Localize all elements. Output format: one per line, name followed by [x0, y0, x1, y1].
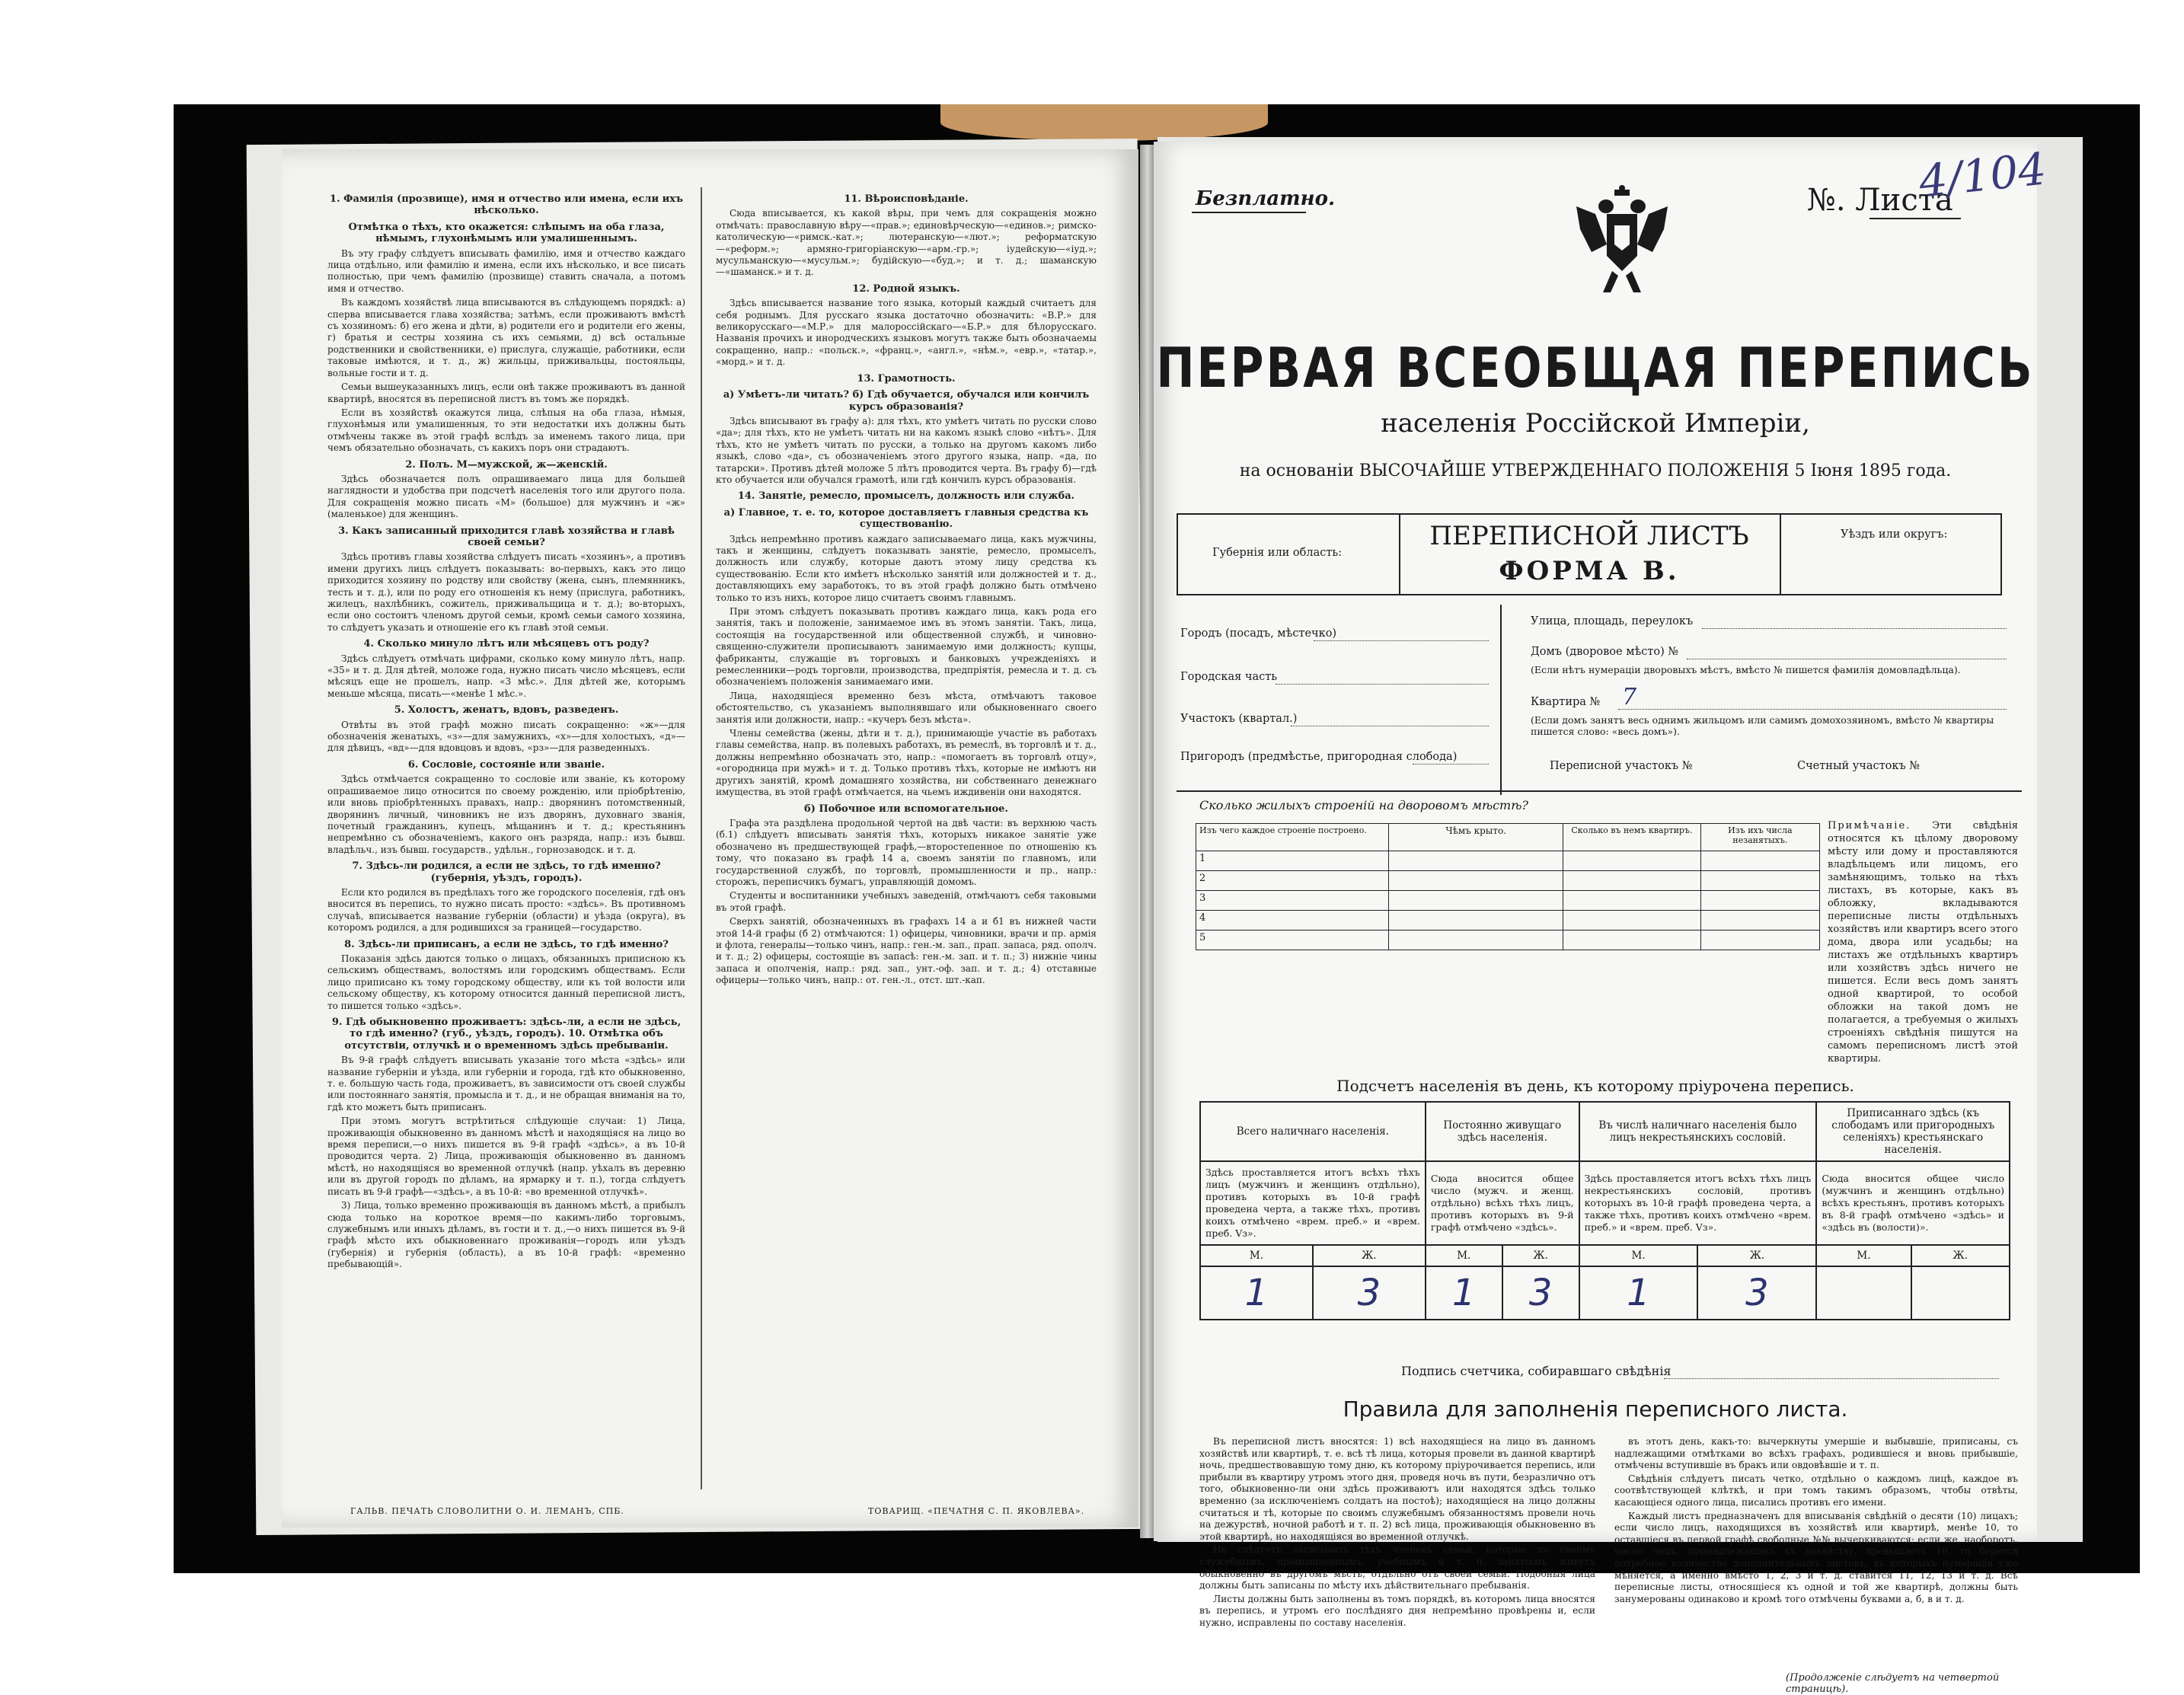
paragraph: При этомъ слѣдуетъ показывать противъ каждаго лица, какъ рода его занятія, такъ и положеніе, занимаемое имъ въ этомъ занятіи. Такъ, лица, состоящія на государственной или общественной службѣ, и чиновно-священно-служители прописываютъ занимаемую ими должность; купцы, фабриканты, служащіе въ торговыхъ и банковыхъ учрежденіяхъ и ремесленники—родъ торговли, производства, предпріятія, ремесла и т. д. съ обозначеніемъ положенія занимаемаго ими.	[716, 606, 1097, 688]
right-page-census-form	[1154, 142, 2049, 1695]
section-heading: 5. Холостъ, женатъ, вдовъ, разведенъ.	[394, 704, 619, 717]
podschet-head-crest: Приписаннаго здѣсь (къ слободамъ или пригородныхъ селеніяхъ) крестьянскаго населенія.	[1816, 1102, 2010, 1161]
mf-label: М.	[1200, 1245, 1313, 1266]
mf-label: Ж.	[1313, 1245, 1426, 1266]
rules-column-2	[1614, 1436, 2018, 1607]
paragraph: Графа эта раздѣлена продольной чертой на двѣ части: въ верхнюю часть (б.1) слѣдуетъ вписывать занятія тѣхъ, которыхъ никакое занятіе уже обозначено въ предшествующей графѣ,—второстепенное по отношенію къ тому, что показано въ графѣ 14 а, своемъ занятіи по главномъ, или государственной службѣ, по торговлѣ, промышленности и пр., напр.: сторожъ, переписчикъ бумагъ, управляющій домомъ.	[716, 817, 1097, 887]
podschet-table	[1199, 1101, 2010, 1320]
stroeniya-note	[1828, 819, 2018, 1065]
paragraph: Здѣсь отмѣчается сокращенно то сословіе или званіе, къ которому опрашиваемое лицо относится по своему рожденію, или пріобрѣтенію, или вновь пріобрѣтенныхъ правахъ, напр.: дворянинъ потомственный, дворянинъ личный, чиновникъ не изъ дворянъ, духовнаго званія, почетный гражданинъ, купецъ, мѣщанинъ и т. д.; крестьянинъ непремѣнно съ обозначеніемъ, какого онъ разряда, напр.: изъ бывш. владѣльч., изъ бывш. государств., удѣльн., горнозаводск. и т. д.	[327, 774, 685, 855]
free-underline	[1192, 212, 1306, 213]
paragraph: Здѣсь противъ главы хозяйства слѣдуетъ писать «хозяинъ», а противъ имени другихъ лицъ слѣдуетъ показывать: во-первыхъ, какъ это лицо приходится хозяину по родству или свойству (жена, сынъ, племянникъ, тесть и т. д.), или по роду его отношенія къ нему (прислуга, работникъ, жилецъ, нахлѣбникъ, сожитель, приживальщица и т. д.); во-вторыхъ, если оно состоитъ членомъ другой семьи, кромѣ семьи самого хозяина, то слѣдуетъ указать и отношеніе его къ главѣ этой семьи.	[327, 551, 685, 633]
stroeniya-row-num: 1	[1196, 851, 1389, 871]
census-subtitle: населенія Россійской Имперіи,	[1381, 408, 1810, 439]
paragraph: Сюда вписывается, къ какой вѣры, при чемъ для сокращенія можно отмѣчать: православную вѣру—«прав.»; единовѣрческую—«единов.»; римско-католическую—«римск.-кат.»; лютеранскую—«лют.»; реформатскую—«реформ.»; армяно-григоріанскую—«арм.-гр.»; іудейскую—«іуд.»; мусульманскую—«мусульм.»; будійскую—«буд.»; и т. д.; шаманскую—«шаманск.» и т. д.	[716, 208, 1097, 278]
section-heading: 8. Здѣсь-ли приписанъ, а если не здѣсь, то гдѣ именно?	[344, 938, 669, 950]
section-heading: б) Побочное или вспомогательное.	[804, 803, 1008, 815]
paragraph: Отвѣты въ этой графѣ можно писать сокращенно: «ж»—для обозначенія женатыхъ, «з»—для замужнихъ, «х»—для холостыхъ, «д»—для дѣвицъ, «вд»—для вдовцовъ и вдовъ, «рз»—для разведенныхъ.	[327, 719, 685, 754]
rules-paragraph: Листы должны быть заполнены въ томъ порядкѣ, въ которомъ лица вносятся въ перепись, и утромъ его послѣдняго дня непремѣнно провѣрены и, если нужно, исправлены по составу населенія.	[1199, 1593, 1595, 1628]
note-label: Примѣчаніе.	[1828, 820, 1911, 832]
section-heading: Отмѣтка о тѣхъ, кто окажется: слѣпымъ на оба глаза, нѣмымъ, глухонѣмымъ или умалишеннымъ.	[348, 221, 665, 245]
paragraph: Въ 9-й графѣ слѣдуетъ вписывать указаніе того мѣста «здѣсь» или название губерніи и уѣзда, или губерніи и города, гдѣ кто обыкновенно, т. е. большую часть года, проживаетъ, въ зависимости отъ своей службы или постояннаго занятія, промысла и т. д., и не обращая вниманія на то, гдѣ кто можетъ быть приписанъ.	[327, 1055, 685, 1112]
section-heading: 13. Грамотность.	[857, 372, 956, 385]
podschet-desc: Здѣсь проставляется итогъ всѣхъ тѣхъ лицъ (мужчинъ и женщинъ отдѣльно), противъ которыхъ въ 10-й графѣ проведена черта, а также тѣхъ, противъ коихъ отмѣчено «врем. преб.» и «врем. преб. Vз».	[1200, 1161, 1426, 1245]
count-value: 1	[1200, 1266, 1313, 1320]
section-heading: 9. Гдѣ обыкновенно проживаетъ: здѣсь-ли, а если не здѣсь, то гдѣ именно? (губ., уѣздъ, городъ). 10. Отмѣтка объ отсутствіи, отлучкѣ и о временномъ здѣсь пребываніи.	[331, 1017, 682, 1052]
stroeniya-row-num: 3	[1196, 891, 1389, 911]
mf-label: М.	[1816, 1245, 1911, 1266]
paragraph: Если въ хозяйствѣ окажутся лица, слѣпыя на оба глаза, нѣмыя, глухонѣмыя или умалишенныя, то эти недостатки ихъ должны быть отмѣчены также въ этой графѣ вслѣдъ за именемъ такого лица, при чемъ обязательно обозначать, съ какихъ поръ они страдаютъ.	[327, 407, 685, 454]
mf-label: Ж.	[1911, 1245, 2010, 1266]
rules-paragraph: въ этотъ день, какъ-то: вычеркнуты умершіе и выбывшіе, приписаны, съ надлежащими отмѣтками во всѣхъ графахъ, родившіеся и вновь прибывшіе, отмѣчены вступившіе въ бракъ или овдовѣвшіе и т. п.	[1614, 1436, 2018, 1471]
podschet-head-noncrest: Въ числѣ наличнаго населенія было лицъ некрестьянскихъ сословій.	[1579, 1102, 1817, 1161]
continued-note: (Продолженіе слѣдуетъ на четвертой страницѣ).	[1786, 1672, 2000, 1695]
podschet-desc: Сюда вносится общее число (мужч. и женщ. отдѣльно) всѣхъ тѣхъ лицъ, противъ которыхъ въ 9-й графѣ отмѣчено «здѣсь».	[1426, 1161, 1579, 1245]
census-title: ПЕРВАЯ ВСЕОБЩАЯ ПЕРЕПИСЬ	[1156, 337, 2035, 401]
paragraph: При этомъ могутъ встрѣтиться слѣдующіе случаи: 1) Лица, проживающія обыкновенно въ данномъ мѣстѣ и находящіяся на лицо во время переписи,—о нихъ пишется въ 9-й графѣ «здѣсь», а въ 10-й проводится черта. 2) Лица, проживающія обыкновенно въ данномъ мѣстѣ, но находящіяся во временной отлучкѣ (напр. уѣхалъ въ деревню или въ другой городъ по дѣламъ, на ярмарку и т. п.), тогда слѣдуетъ писать въ 9-й графѣ—«здѣсь», а въ 10-й: «во временной отлучкѣ».	[327, 1116, 685, 1197]
paragraph: Студенты и воспитанники учебныхъ заведеній, отмѣчаютъ себя таковыми въ этой графѣ.	[716, 890, 1097, 913]
book-spine	[1140, 145, 1155, 1538]
podschet-head-permanent: Постоянно живущаго здѣсь населенія.	[1426, 1102, 1579, 1161]
dom-label: Домъ (дворовое мѣсто) №	[1531, 646, 1679, 658]
sheet-number-line	[1869, 218, 1961, 219]
stroeniya-row-num: 2	[1196, 871, 1389, 891]
podschet-title: Подсчетъ населенія въ день, къ которому пріурочена перепись.	[1336, 1077, 1854, 1095]
rules-paragraph: Свѣдѣнія слѣдуетъ писать четко, отдѣльно о каждомъ лицѣ, каждое въ соотвѣтствующей клѣткѣ, и при томъ такимъ образомъ, чтобы отвѣты, касающіеся одного лица, писались противъ его имени.	[1614, 1473, 2018, 1508]
handwritten-sheet-number: 4/104	[1916, 142, 2049, 208]
podschet-desc: Здѣсь проставляется итогъ всѣхъ тѣхъ лицъ некрестьянскихъ сословій, противъ которыхъ въ 10-й графѣ проведена черта, а также тѣхъ, противъ коихъ отмѣчено «врем. преб.» и «врем. преб. Vз».	[1579, 1161, 1817, 1245]
instructions-column-1	[327, 189, 685, 1273]
kvartira-note: (Если домъ занятъ весь однимъ жильцомъ или самимъ домохозяиномъ, вмѣсто № квартиры пишется слово: «весь домъ»).	[1531, 714, 1994, 737]
double-headed-eagle-emblem	[1573, 184, 1672, 298]
kvartira-label: Квартира №	[1531, 696, 1601, 708]
count-value: 3	[1502, 1266, 1579, 1320]
paragraph: Семьи вышеуказанныхъ лицъ, если онѣ также проживаютъ въ данной квартирѣ, вносятся въ переписной листъ въ томъ же порядкѣ.	[327, 381, 685, 404]
printer-imprint-right: ТОВАРИЩ. «ПЕЧАТНЯ С. П. ЯКОВЛЕВА».	[868, 1506, 1085, 1516]
schetny-uchastok-label: Счетный участокъ №	[1797, 760, 1921, 772]
section-heading: 12. Родной языкъ.	[852, 282, 960, 295]
rules-paragraph: Каждый листъ предназначенъ для вписыванія свѣдѣній о десяти (10) лицахъ; если число лицъ, находящихся въ хозяйствѣ или квартирѣ, менѣе 10, то оставшіеся въ первой графѣ свободные №№ вычеркиваются; если же, наоборотъ, число лицъ, принадлежащихъ къ хозяйству, превышаетъ 10, то берется потребное количество дополнительныхъ листовъ, въ которыхъ нумерація уже мѣняется, а именно вмѣсто 1, 2, 3 и т. д. ставится 11, 12, 13 и т. д. Всѣ переписные листы, относящіеся къ одной и той же квартирѣ, должны быть занумерованы одинаково и кромѣ того отмѣчены буквами а, б, в и т. д.	[1614, 1510, 2018, 1604]
count-value	[1911, 1266, 2010, 1320]
section-heading: 7. Здѣсь-ли родился, а если не здѣсь, то гдѣ именно? (губернія, уѣздъ, городъ).	[352, 860, 661, 884]
uezd-label: Уѣздъ или округъ:	[1841, 528, 1948, 541]
column-divider	[701, 187, 702, 1489]
paragraph: Здѣсь обозначается полъ опрашиваемаго лица для большей наглядности и удобства при подсчетѣ населенія того или другого пола. Для сокращенія можно писать «М» (большое) для мужчинъ и «ж» (маленькое) для женщинъ.	[327, 473, 685, 520]
stroeniya-col-vacant: Изъ ихъ числа незанятыхъ.	[1700, 824, 1819, 851]
prigorod-label: Пригородъ (предмѣстье, пригородная слобода)	[1180, 751, 1458, 763]
tabletop-edge	[940, 104, 1268, 141]
podschet-head-total: Всего наличнаго населенія.	[1200, 1102, 1426, 1161]
rules-column-1	[1199, 1436, 1595, 1631]
rules-paragraph: Въ переписной листъ вносятся: 1) всѣ находящіеся на лицо въ данномъ хозяйствѣ или квартирѣ, т. е. всѣ тѣ лица, которыя провели въ данной квартирѣ ночь, предшествовавшую тому дню, къ которому пріурочивается перепись, или прибыли въ квартиру утромъ этого дня, проведя ночь въ пути, безразлично отъ того, обыкновенно-ли они здѣсь проживаютъ или находятся здѣсь только временно (за исключеніемъ солдатъ на постоѣ); находящіеся на лицо должны считаться и тѣ, которые по своимъ служебнымъ обязанностямъ провели ночь на дежурствѣ, ночной работѣ и т. п. 2) всѣ лица, проживающія обыкновенно въ этой квартирѣ, но находящіяся во временной отлучкѣ.	[1199, 1436, 1595, 1542]
free-label: Безплатно.	[1196, 187, 1335, 210]
note-text: Эти свѣдѣнія относятся къ цѣлому дворовому мѣсту или дому и проставляются владѣльцемъ или лицомъ, его замѣняющимъ, только на тѣхъ листахъ, въ которые, какъ въ обложку, вкладываются переписные листы отдѣльныхъ хозяйствъ или квартиръ всего этого дома, двора или усадьбы; на листахъ же отдѣльныхъ квартиръ или хозяйствъ здѣсь ничего не пишется. Если весь домъ занятъ одной квартирой, то особой обложки на такой домъ не полагается, а требуемыя о жилыхъ строеніяхъ свѣдѣнія пишутся на самомъ переписномъ листѣ этой квартиры.	[1828, 820, 2018, 1065]
gorod-label: Городъ (посадъ, мѣстечко)	[1180, 627, 1337, 640]
count-value: 3	[1313, 1266, 1426, 1320]
podschet-desc: Сюда вносится общее число (мужчинъ и женщинъ отдѣльно) всѣхъ крестьянъ, противъ которыхъ въ 8-й графѣ отмѣчено «здѣсь» и «здѣсь въ (волости)».	[1816, 1161, 2010, 1245]
uchastok-label: Участокъ (квартал.)	[1180, 713, 1298, 725]
section-heading: а) Умѣетъ-ли читать? б) Гдѣ обучается, обучался или кончилъ курсъ образованія?	[723, 389, 1090, 413]
section-heading: 11. Вѣроисповѣданіе.	[844, 193, 969, 205]
stroeniya-col-apartments: Сколько въ немъ квартиръ.	[1563, 824, 1701, 851]
paragraph: Лица, находящіеся временно безъ мѣста, отмѣчаютъ таковое обстоятельство, съ указаніемъ выполнявшаго или обыкновеннаго своего занятія или должности, напр.: «кучеръ безъ мѣста».	[716, 690, 1097, 725]
forma-v-heading: ФОРМА В.	[1499, 556, 1680, 586]
count-value: 1	[1426, 1266, 1502, 1320]
stroeniya-row-num: 4	[1196, 911, 1389, 930]
dom-note: (Если нѣтъ нумераціи дворовыхъ мѣстъ, вмѣсто № пишется фамилія домовладѣльца).	[1531, 664, 1961, 675]
address-divider	[1500, 605, 1502, 795]
stroeniya-col-roof: Чѣмъ крыто.	[1389, 824, 1563, 851]
sheet-number-label: №. Листа	[1807, 183, 1953, 218]
printer-imprint-left: ГАЛЬВ. ПЕЧАТЬ СЛОВОЛИТНИ О. И. ЛЕМАНЪ, СПБ.	[350, 1506, 624, 1516]
section-heading: 14. Занятіе, ремесло, промыселъ, должность или служба.	[737, 490, 1075, 503]
left-page	[282, 149, 1138, 1527]
mf-label: Ж.	[1697, 1245, 1816, 1266]
paragraph: Члены семейства (жены, дѣти и т. д.), принимающіе участіе въ работахъ главы семейства, напр. въ полевыхъ работахъ, въ ремеслѣ, въ торговлѣ и т. д., должны непремѣнно обозначать это, напр.: «помогаетъ въ торговлѣ отцу», «огородница при мужѣ» и т. д. Только противъ тѣхъ, которые не имѣютъ ни другихъ занятій, кромѣ домашняго хозяйства, ни собственнаго денежнаго имущества, въ этой графѣ отмѣчается, на чьемъ иждивеніи они находятся.	[716, 728, 1097, 798]
paragraph: Показанія здѣсь даются только о лицахъ, обязанныхъ приписною къ сельскимъ обществамъ, волостямъ или городскимъ обществамъ. Если лицо приписано къ тому городскому обществу, или къ той волости или сельскому обществу, къ которому относится данный переписной листъ, то пишется только «здѣсь».	[327, 953, 685, 1011]
paragraph: Сверхъ занятій, обозначенныхъ въ графахъ 14 а и б1 въ нижней части этой 14-й графы (б 2) отмѣчаются: 1) офицеры, чиновники, врачи и пр. армія и флота, генералы—только чинъ, напр.: ген.-м. зап., прап. запаса, ряд. ополч. и т. д.; 2) офицеры, состоящіе въ запасѣ: ген.-м. зап. и т. п.; 3) нижніе чины запаса и ополченія, напр.: ряд. зап., унт.-оф. зап. и т. д.; 4) отставные офицеры—только чинъ, напр.: от. ген.-л., отст. шт.-кап.	[716, 916, 1097, 986]
instructions-column-2	[716, 189, 1097, 989]
mf-label: М.	[1579, 1245, 1698, 1266]
paragraph: Здѣсь слѣдуетъ отмѣчать цифрами, сколько кому минуло лѣтъ, напр. «35» и т. д. Для дѣтей, моложе года, нужно писать число мѣсяцевъ, если мѣсяцъ еще не прошелъ, напр. «3 мѣс.». Для дѣтей же, которымъ меньше мѣсяца, писать—«менѣе 1 мѣс.».	[327, 653, 685, 699]
paragraph: Здѣсь вписывается название того языка, который каждый считаетъ для себя роднымъ. Для русскаго языка достаточно обозначить: «В.Р.» для великорусскаго—«М.Р.» для малороссійскаго—«Б.Р.» для бѣлорусскаго. Названія прочихъ и инородческихъ языковъ могутъ также быть обозначаемы сокращенно, напр.: «польск.», «франц.», «англ.», «нѣм.», «евр.», «татар.», «морд.» и т. д.	[716, 298, 1097, 368]
stroeniya-table	[1196, 823, 1820, 950]
paragraph: Въ эту графу слѣдуетъ вписывать фамилію, имя и отчество каждаго лица отдѣльно, или фамилію и имена, если ихъ нѣсколько, и все писать полностью, при чемъ фамилію (прозвище) ставить сначала, а потомъ имя и отчество.	[327, 247, 685, 294]
paragraph: Въ каждомъ хозяйствѣ лица вписываются въ слѣдующемъ порядкѣ: а) сперва вписывается глава хозяйства; затѣмъ, если проживаютъ вмѣстѣ съ хозяиномъ: б) его жена и дѣти, в) родители его и родители его жены, г) братья и сестры хозяина съ ихъ семьями, д) всѣ остальные родственники и свойственники, е) прислуга, служащіе, работники, если таковые имѣются, и т. д., ж) жильцы, приживальцы, постояльцы, вольные гости и т. д.	[327, 297, 685, 378]
perepisnoy-uchastok-label: Переписной участокъ №	[1550, 760, 1693, 772]
signature-label: Подпись счетчика, собиравшаго свѣдѣнія	[1401, 1364, 1672, 1378]
section-heading: а) Главное, т. е. то, которое доставляетъ главныя средства къ существованію.	[723, 506, 1089, 531]
mf-label: М.	[1426, 1245, 1502, 1266]
paragraph: Если кто родился въ предѣлахъ того же городского поселенія, гдѣ онъ вносится въ перепись, то нужно писать просто: «здѣсь». Въ противномъ случаѣ, вписывается название губерніи (области) и уѣзда (округа), въ которомъ родился, а для родившихся за границей—государство.	[327, 886, 685, 934]
perepisnoy-list-heading: ПЕРЕПИСНОЙ ЛИСТЪ	[1429, 521, 1749, 551]
paragraph: 3) Лица, только временно проживающія въ данномъ мѣстѣ, а прибылъ сюда только на короткое время—по какимъ-либо торговымъ, служебнымъ или иныхъ дѣламъ, въ гости и т. д.,—о нихъ пишется въ 9-й графѣ мѣсто ихъ обыкновеннаго проживанія—городъ или уѣздъ (губернія) и губернія (область), а въ 10-й графѣ: «временно пребывающій».	[327, 1200, 685, 1270]
stroeniya-row-num: 5	[1196, 930, 1389, 950]
section-heading: 1. Фамилія (прозвище), имя и отчество или имена, если ихъ нѣсколько.	[330, 193, 683, 217]
count-value	[1816, 1266, 1911, 1320]
paragraph: Здѣсь вписывают въ графу а): для тѣхъ, кто умѣетъ читать по русски слово «да»; для тѣхъ, кто не умѣетъ читать ни на какомъ языкѣ слово «нѣтъ». Для тѣхъ, кто не умѣетъ читать по русски, а только на другомъ какомъ либо языкѣ, слово «да», съ обозначеніемъ этого другого языка, напр. «да, по татарски». Противъ дѣтей моложе 5 лѣтъ проводится черта. Въ графу б)—гдѣ кто обучается или обучался грамотѣ, или гдѣ кончилъ курсъ образованія.	[716, 415, 1097, 485]
rules-title: Правила для заполненія переписного листа.	[1343, 1397, 1848, 1422]
rules-paragraph: Не слѣдуетъ записывать тѣхъ членовъ семьи, которые по своимъ служебнымъ, промышленнымъ, учебнымъ и т. п. занятіямъ живутъ обыкновенно въ другомъ мѣстѣ, отдѣльно отъ своей семьи. Подобныя лица должны быть записаны по мѣсту ихъ дѣйствительнаго пребыванія.	[1199, 1544, 1595, 1591]
gorod-chast-label: Городская часть	[1180, 671, 1278, 683]
paragraph: Здѣсь непремѣнно противъ каждаго записываемаго лица, какъ мужчины, такъ и женщины, слѣдуетъ показывать занятіе, ремесло, промыселъ, должность или службу, которые даютъ этому лицу средства къ существованію. Если кто имѣетъ нѣсколько занятій или должностей и т. д., доставляющихъ ему заработокъ, то въ этой графѣ должно быть отмѣчено только то изъ нихъ, которое лицо считаетъ своимъ главнымъ.	[716, 533, 1097, 603]
guberniya-label: Губернія или область:	[1212, 547, 1343, 559]
section-heading: 3. Какъ записанный приходится главѣ хозяйства и главѣ своей семьи?	[338, 525, 675, 548]
ulitsa-label: Улица, площадь, переулокъ	[1531, 615, 1694, 627]
kvartira-handwritten: 7	[1622, 684, 1637, 710]
stroeniya-col-material: Изъ чего каждое строеніе построено.	[1196, 824, 1389, 851]
section-heading: 6. Сословіе, состояніе или званіе.	[407, 758, 605, 771]
form-header-box	[1177, 513, 2002, 595]
section-heading: 4. Сколько минуло лѣтъ или мѣсяцевъ отъ роду?	[363, 638, 650, 650]
count-value: 1	[1579, 1266, 1698, 1320]
section-heading: 2. Полъ. М—мужской, ж—женскій.	[405, 458, 608, 471]
legal-basis: на основаніи ВЫСОЧАЙШЕ УТВЕРЖДЕННАГО ПОЛОЖЕНІЯ 5 Іюня 1895 года.	[1239, 461, 1952, 480]
stroeniya-question: Сколько жилыхъ строеній на дворовомъ мѣстѣ?	[1199, 798, 1528, 812]
count-value: 3	[1697, 1266, 1816, 1320]
mf-label: Ж.	[1502, 1245, 1579, 1266]
